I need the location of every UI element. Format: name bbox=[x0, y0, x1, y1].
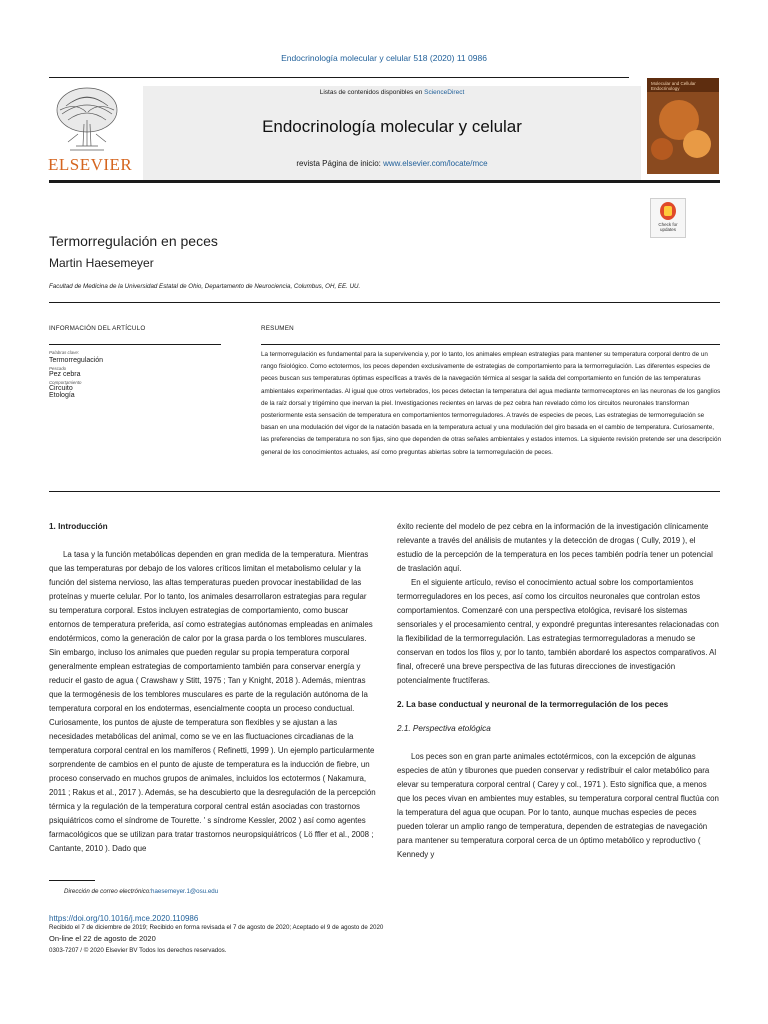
keyword-tag: Pescado bbox=[49, 366, 67, 371]
article-title: Termorregulación en peces bbox=[49, 233, 218, 249]
copyright: 0303-7207 / © 2020 Elsevier BV Todos los derechos reservados. bbox=[49, 947, 227, 954]
header-top-rule bbox=[49, 77, 629, 78]
keyword[interactable]: Etología bbox=[49, 392, 75, 399]
body-paragraph: Los peces son en gran parte animales ectotérmicos, con la excepción de algunas especies de atún y tiburones que pueden conservar y redistribuir el calor metabólico para elevar su temperatura corporal central ( Carey y col., 1971 ). Esto significa que, a menos que los peces vivan en ambientes muy estables, su temperatura corporal central fluctúa con la temperatura del agua que ocupan. Por lo tanto, aunque muchas especies de peces pueden tolerar un amplio rango de temperatura, dependen de estrategias de navegación para mantener su temperatura corporal cerca de un óptimo metabólico y reproductivo ( Kennedy y bbox=[397, 752, 719, 859]
journal-homepage bbox=[143, 159, 641, 168]
title-rule bbox=[49, 302, 720, 303]
body-right-column bbox=[397, 520, 720, 862]
cover-shape bbox=[683, 130, 711, 158]
keyword[interactable]: Circuito bbox=[49, 385, 73, 392]
subsection-heading: 2.1. Perspectiva etológica bbox=[397, 724, 491, 733]
article-author[interactable]: Martin Haesemeyer bbox=[49, 256, 154, 270]
cover-shape bbox=[651, 138, 673, 160]
contents-available-label: Listas de contenidos disponibles en bbox=[319, 89, 425, 96]
body-left-column bbox=[49, 520, 376, 856]
contents-available bbox=[143, 89, 641, 96]
bookmark-icon bbox=[660, 202, 676, 220]
journal-citation[interactable]: Endocrinología molecular y celular 518 (2020) 11 0986 bbox=[281, 53, 487, 63]
keywords-block bbox=[49, 350, 219, 399]
body-paragraph: La tasa y la función metabólicas dependen en gran medida de la temperatura. Mientras que las temperaturas por debajo de los valores críticos limitan el metabolismo celular y la función del sistema nervioso, las altas temperaturas pueden provocar inestabilidad de las proteínas y muerte celular. Por lo tanto, los animales desarrollaron estrategias para regular su temperatura corporal. Estos incluyen estrategias de comportamiento, como buscar entornos de temperatura preferida, así como estrategias autónomas empleadas en animales endotérmicos, como la generación de calor por la grasa parda o los temblores musculares. Sin embargo, incluso los animales que pueden regular su propia temperatura corporal generalmente emplean estrategias de comportamiento también para conservar energía y reducir el gasto de agua ( Crawshaw y Stitt, 1975 ; Tan y Knight, 2018 ). Además, mientras que la termogénesis de los temblores musculares es parte de la regulación autónoma de la temperatura corporal en los endotermas, esencialmente coopta un proceso conductual. Curiosamente, los puntos de ajuste de temperatura son flexibles y se ajustan a las necesidades metabólicas del animal, como se ve en las fluctuaciones circadianas de la temperatura corporal central en los mamíferos ( Refinetti, 1999 ). Un ejemplo particularmente sorprendente de cambios en el punto de ajuste de temperatura es la inducción de fiebre, un proceso conservado en muchos grupos de animales, incluidos los ectotermos ( Nakamura, 2011 ; Rakus et al., 2017 ). Además, se ha descubierto que la desregulación de la percepción térmica y la regulación de la temperatura corporal central están asociadas con trastornos psiquiátricos como el síndrome de Tourette. ' s síndrome Kessler, 2002 ) así como agentes farmacológicos que se utilizan para tratar trastornos neuropsiquiátricos ( Lö ffler et al., 2008 ; Cantante, 2010 ). Dado que bbox=[49, 550, 376, 853]
elsevier-logo bbox=[46, 84, 128, 154]
tree-icon bbox=[46, 84, 128, 154]
online-date: On-line el 22 de agosto de 2020 bbox=[49, 934, 156, 943]
keyword[interactable]: Termorregulación bbox=[49, 357, 104, 364]
elsevier-wordmark: ELSEVIER bbox=[48, 155, 133, 174]
section-heading: 1. Introducción bbox=[49, 522, 108, 531]
body-paragraph: éxito reciente del modelo de pez cebra en la información de la investigación clínicamente relevante a través del análisis de mutantes y la detección de drogas ( Cully, 2019 ), el estudio de la percepción de la temperatura en los peces también podría tener un potencial de traslación aquí. bbox=[397, 522, 713, 573]
author-affiliation: Facultad de Medicina de la Universidad Estatal de Ohio, Departamento de Neurociencia, Columbus, OH, EE. UU. bbox=[49, 283, 361, 290]
email-link[interactable]: haesemeyer.1@osu.edu bbox=[151, 888, 219, 895]
header-thick-rule bbox=[49, 180, 720, 183]
footnote-rule bbox=[49, 880, 95, 881]
article-info-rule bbox=[49, 344, 221, 345]
abstract-text: La termorregulación es fundamental para la supervivencia y, por lo tanto, los animales emplean estrategias para mantener su temperatura corporal dentro de un rango fisiológico. Como ectotermos, los peces dependen exclusivamente de estrategias de comportamiento para la termorregulación. Las diferentes especies de peces buscan sus temperaturas óptimas específicas a través de la navegación térmica al sesgar la salida del comportamiento en función de las temperaturas ambientales experimentadas. Al igual que otros vertebrados, los peces detectan la temperatura del agua mediante termorreceptores en las neuronas de los ganglios de la raíz dorsal y trigémino que inervan la piel. Investigaciones recientes en larvas de pez cebra han revelado cómo los circuitos neuronales transforman posteriormente esta sensación de temperatura en comportamientos termorreguladores. A través de especies de peces, Las estrategias de termorregulación se basan en una modulación del vigor de la natación basada en la temperatura actual y una modulación del giro basada en el cambio de temperatura. Curiosamente, las preferencias de temperatura no son fijas, sino que dependen de otras señales ambientales y estados internos. La siguiente revisión pretende ser una descripción general de los conocimientos actuales, así como preguntas abiertas sobre la termorregulación de peces. bbox=[261, 351, 721, 456]
abstract-bottom-rule bbox=[49, 491, 720, 492]
doi-link[interactable]: https://doi.org/10.1016/j.mce.2020.110986 bbox=[49, 914, 199, 923]
sciencedirect-link[interactable]: ScienceDirect bbox=[424, 89, 465, 96]
keyword-tag: Comportamiento bbox=[49, 380, 82, 385]
abstract-heading: RESUMEN bbox=[261, 325, 294, 332]
check-for-updates-button[interactable] bbox=[650, 198, 686, 238]
abstract-rule bbox=[261, 344, 720, 345]
journal-cover-image bbox=[647, 78, 719, 174]
keyword[interactable]: Pez cebra bbox=[49, 371, 81, 378]
body-paragraph: En el siguiente artículo, reviso el conocimiento actual sobre los comportamientos termorreguladores en los peces, así como los circuitos neuronales que controlan estos comportamientos. Comenzaré con una perspectiva etológica, revisaré los sistemas sensoriales y el procesamiento central, y expondré preguntas interesantes relacionadas con la flexibilidad de la termorregulación. Las estrategias termorreguladoras a menudo se conservan en todos los filos y, por lo tanto, también abordaré los aspectos comparativos. Al final, ofreceré una breve perspectiva de las futuras direcciones de investigación potencialmente fructíferas. bbox=[397, 578, 719, 685]
homepage-link[interactable]: www.elsevier.com/locate/mce bbox=[383, 159, 488, 168]
received-dates: Recibido el 7 de diciembre de 2019; Recibido en forma revisada el 7 de agosto de 2020; Aceptado el 9 de agosto de 2020 bbox=[49, 924, 384, 931]
article-info-heading: INFORMACIÓN DEL ARTÍCULO bbox=[49, 325, 146, 332]
journal-title: Endocrinología molecular y celular bbox=[262, 117, 522, 136]
footnote-email bbox=[64, 888, 218, 895]
check-updates-label: Check for updates bbox=[658, 222, 678, 232]
keywords-label: Palabras clave: bbox=[49, 350, 80, 355]
email-label: Dirección de correo electrónico: bbox=[64, 888, 152, 895]
homepage-label: revista Página de inicio: bbox=[296, 159, 384, 168]
cover-title: Molecular and Cellular Endocrinology bbox=[651, 81, 696, 91]
section-heading: 2. La base conductual y neuronal de la termorregulación de los peces bbox=[397, 700, 669, 709]
